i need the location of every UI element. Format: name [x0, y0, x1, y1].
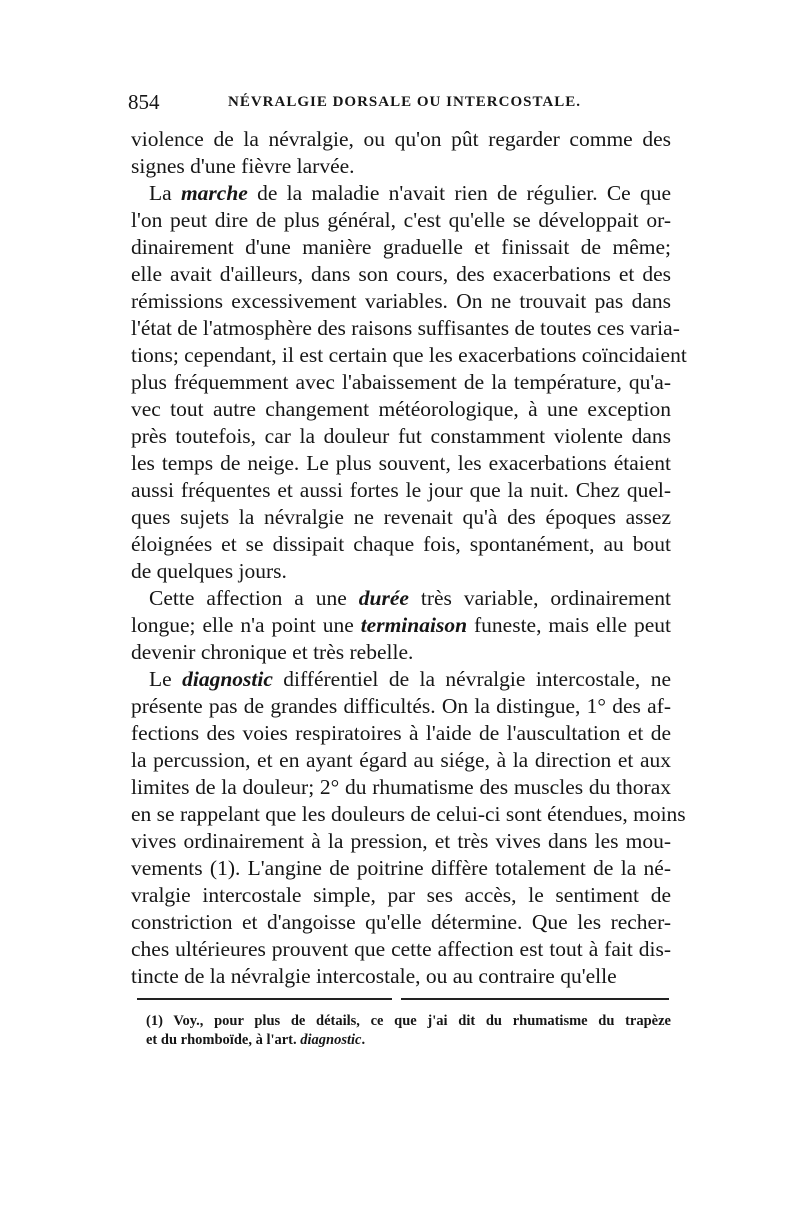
text-run: ques sujets la névralgie ne revenait qu'à des époques assez [131, 505, 671, 529]
text-run: fections des voies respiratoires à l'aide de l'auscultation et de [131, 721, 671, 745]
text-run: les temps de neige. Le plus souvent, les exacerbations étaient [131, 451, 671, 475]
text-run: très variable, ordinairement [408, 586, 671, 610]
text-run: dinairement d'une manière graduelle et finissait de même; [131, 235, 671, 259]
emphasized-term: diagnostic [300, 1032, 362, 1048]
text-line [131, 720, 671, 747]
emphasized-term: diagnostic [182, 667, 273, 691]
text-line [131, 207, 671, 234]
text-line [131, 396, 671, 423]
text-run: constriction et d'angoisse qu'elle détermine. Que les recher- [131, 910, 671, 934]
text-run: différentiel de la névralgie intercostale, ne [272, 667, 671, 691]
text-run: et du rhomboïde, à l'art. [146, 1032, 301, 1048]
page-header [128, 88, 668, 118]
text-run: l'on peut dire de plus général, c'est qu'elle se développait or- [131, 208, 671, 232]
text-run: plus fréquemment avec l'abaissement de la température, qu'a- [131, 370, 671, 394]
footnote-line [146, 1012, 671, 1031]
text-run: vements (1). L'angine de poitrine diffère totalement de la né- [131, 856, 671, 880]
text-line [131, 450, 671, 477]
text-line [131, 126, 671, 153]
text-run: devenir chronique et très rebelle. [131, 640, 414, 664]
text-line [131, 693, 671, 720]
text-run: présente pas de grandes difficultés. On la distingue, 1° des af- [131, 694, 671, 718]
text-run: l'état de l'atmosphère des raisons suffisantes de toutes ces varia- [131, 316, 680, 340]
footnote-rule-left [137, 998, 392, 1000]
text-line [131, 639, 671, 666]
text-line [131, 477, 671, 504]
text-run: La [149, 181, 181, 205]
text-line [131, 180, 671, 207]
text-run: signes d'une fièvre larvée. [131, 154, 355, 178]
text-run: la percussion, et en ayant égard au siége, à la direction et aux [131, 748, 671, 772]
text-run: . [361, 1032, 366, 1048]
text-run: tions; cependant, il est certain que les exacerbations coïncidaient [131, 343, 687, 367]
text-line [131, 153, 671, 180]
running-title: NÉVRALGIE DORSALE OU INTERCOSTALE. [228, 94, 581, 110]
text-run: de la maladie n'avait rien de régulier. Ce que [247, 181, 671, 205]
text-line [131, 882, 671, 909]
text-run: longue; elle n'a point une [131, 613, 361, 637]
text-run: vives ordinairement à la pression, et très vives dans les mou- [131, 829, 671, 853]
text-run: en se rappelant que les douleurs de celui-ci sont étendues, moins [131, 802, 686, 826]
emphasized-term: durée [358, 586, 409, 610]
text-line [131, 369, 671, 396]
text-line [131, 558, 671, 585]
text-line [131, 936, 671, 963]
text-line [131, 531, 671, 558]
emphasized-term: marche [180, 181, 248, 205]
text-run: ches ultérieures prouvent que cette affection est tout à fait dis- [131, 937, 671, 961]
text-line [131, 315, 680, 342]
footnote-line [146, 1031, 671, 1050]
text-line [131, 666, 671, 693]
text-line [131, 342, 687, 369]
text-run: (1) Voy., pour plus de détails, ce que j'ai dit du rhumatisme du trapèze [146, 1013, 671, 1029]
text-run: Cette affection a une [149, 586, 359, 610]
text-line [131, 585, 671, 612]
text-line [131, 747, 671, 774]
text-line [131, 909, 671, 936]
text-line [131, 423, 671, 450]
text-line [131, 855, 671, 882]
text-run: vec tout autre changement météorologique, à une exception [131, 397, 671, 421]
text-run: limites de la douleur; 2° du rhumatisme des muscles du thorax [131, 775, 671, 799]
text-run: rémissions excessivement variables. On ne trouvait pas dans [131, 289, 671, 313]
text-line [131, 828, 671, 855]
text-run: elle avait d'ailleurs, dans son cours, des exacerbations et des [131, 262, 671, 286]
text-run: vralgie intercostale simple, par ses accès, le sentiment de [131, 883, 671, 907]
text-run: éloignées et se dissipait chaque fois, spontanément, au bout [131, 532, 671, 556]
text-run: violence de la névralgie, ou qu'on pût regarder comme des [131, 127, 671, 151]
text-run: tincte de la névralgie intercostale, ou au contraire qu'elle [131, 964, 617, 988]
emphasized-term: terminaison [360, 613, 468, 637]
text-run: funeste, mais elle peut [467, 613, 671, 637]
text-run: Le [149, 667, 183, 691]
text-line [131, 504, 671, 531]
text-run: aussi fréquentes et aussi fortes le jour que la nuit. Chez quel- [131, 478, 671, 502]
text-line [131, 801, 686, 828]
text-line [131, 261, 671, 288]
text-run: de quelques jours. [131, 559, 287, 583]
text-line [131, 612, 671, 639]
footnote-rule-right [401, 998, 669, 1000]
text-line [131, 963, 671, 990]
page-number: 854 [128, 90, 160, 114]
text-line [131, 774, 671, 801]
text-run: près toutefois, car la douleur fut constamment violente dans [131, 424, 671, 448]
text-line [131, 288, 671, 315]
text-line [131, 234, 671, 261]
